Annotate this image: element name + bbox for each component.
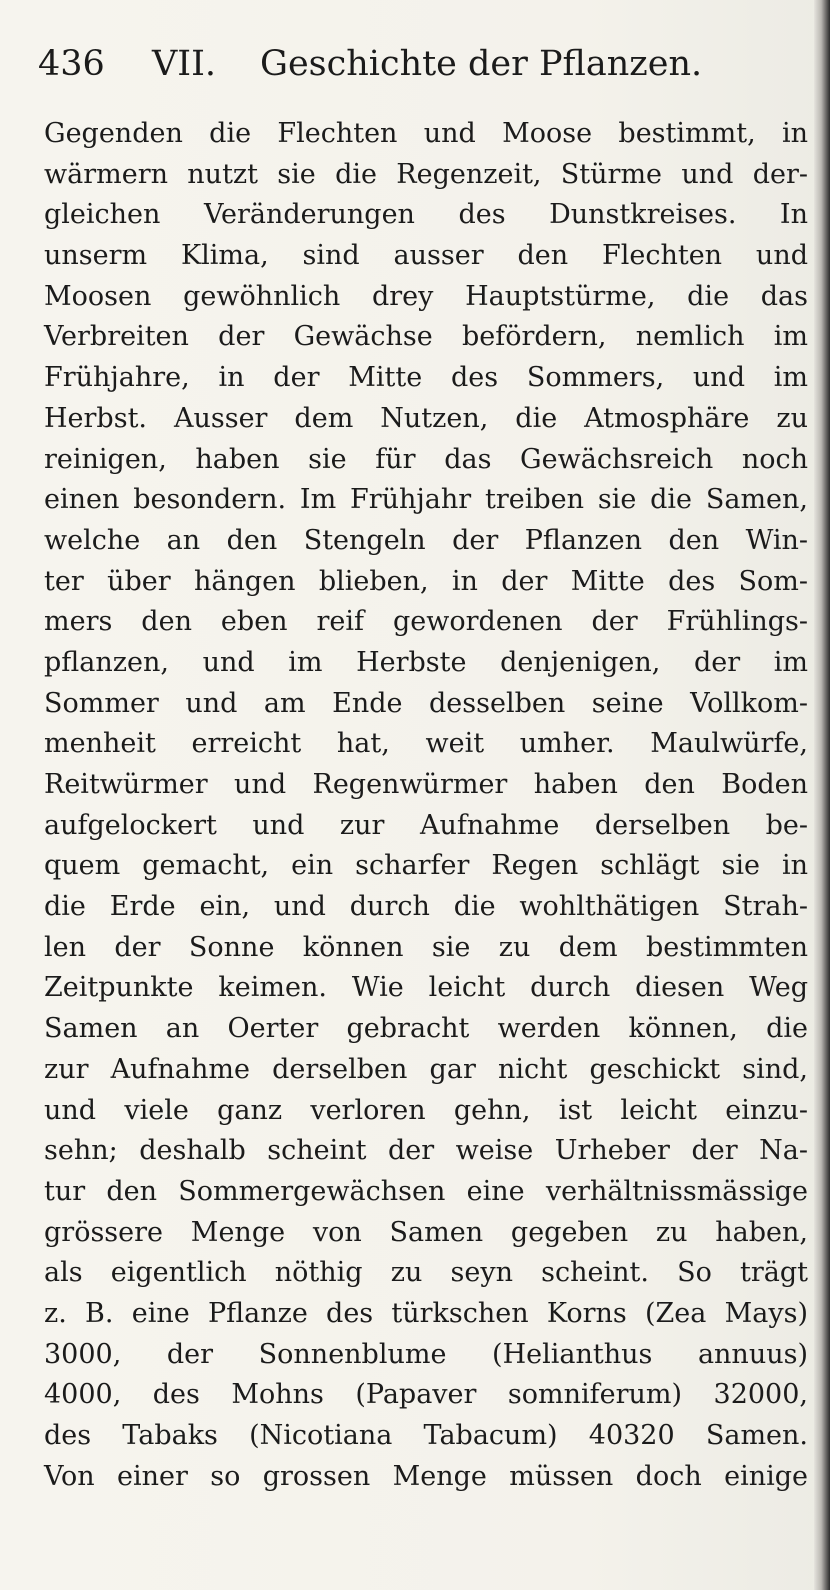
- text-line: aufgelockert und zur Aufnahme derselben be-: [44, 809, 808, 841]
- running-header: [38, 38, 798, 90]
- page-number: 436: [38, 44, 105, 84]
- text-line: pflanzen, und im Herbste denjenigen, der im: [44, 646, 808, 678]
- text-line: Gegenden die Flechten und Moose bestimmt, in: [44, 118, 808, 149]
- body-text: [44, 114, 808, 1497]
- text-line: grössere Menge von Samen gegeben zu haben,: [44, 1216, 808, 1248]
- chapter-number: VII.: [152, 44, 217, 84]
- text-line: 3000, der Sonnenblume (Helianthus annuus): [44, 1338, 808, 1370]
- text-line: Verbreiten der Gewächse befördern, nemlich im: [44, 321, 808, 353]
- text-line: tur den Sommergewächsen eine verhältnissmässige: [44, 1175, 808, 1207]
- text-line: die Erde ein, und durch die wohlthätigen Strah-: [44, 891, 808, 923]
- text-line: als eigentlich nöthig zu seyn scheint. So trägt: [44, 1257, 808, 1289]
- text-line: menheit erreicht hat, weit umher. Maulwürfe,: [44, 728, 808, 760]
- text-line: gleichen Veränderungen des Dunstkreises. In: [44, 199, 808, 231]
- text-line: Samen an Oerter gebracht werden können, die: [44, 1013, 808, 1045]
- text-line: Reitwürmer und Regenwürmer haben den Boden: [44, 769, 808, 800]
- text-line: unserm Klima, sind ausser den Flechten und: [44, 240, 808, 272]
- text-line: und viele ganz verloren gehn, ist leicht einzu-: [44, 1094, 808, 1126]
- text-line: Sommer und am Ende desselben seine Vollkom-: [44, 687, 808, 719]
- text-line: len der Sonne können sie zu dem bestimmten: [44, 931, 808, 963]
- text-line: welche an den Stengeln der Pflanzen den Win-: [44, 524, 808, 556]
- text-line: zur Aufnahme derselben gar nicht geschickt sind,: [44, 1053, 808, 1085]
- text-line: Herbst. Ausser dem Nutzen, die Atmosphäre zu: [44, 402, 808, 434]
- text-line: Von einer so grossen Menge müssen doch einige: [44, 1460, 808, 1492]
- text-line: des Tabaks (Nicotiana Tabacum) 40320 Samen.: [44, 1420, 808, 1451]
- text-line: Frühjahre, in der Mitte des Sommers, und im: [44, 362, 808, 394]
- text-line: einen besondern. Im Frühjahr treiben sie die Samen,: [44, 484, 808, 516]
- text-line: reinigen, haben sie für das Gewächsreich noch: [44, 443, 808, 475]
- page-edge-shadow: [814, 0, 830, 1590]
- text-line: Moosen gewöhnlich drey Hauptstürme, die das: [44, 280, 808, 312]
- text-line: 4000, des Mohns (Papaver somniferum) 32000,: [44, 1379, 808, 1411]
- text-line: wärmern nutzt sie die Regenzeit, Stürme und der-: [44, 158, 808, 190]
- text-line: quem gemacht, ein scharfer Regen schlägt sie in: [44, 850, 808, 882]
- text-line: sehn; deshalb scheint der weise Urheber der Na-: [44, 1135, 808, 1167]
- running-title: Geschichte der Pflanzen.: [260, 44, 703, 84]
- text-line: mers den eben reif gewordenen der Frühlings-: [44, 606, 808, 638]
- text-line: z. B. eine Pflanze des türkschen Korns (Zea Mays): [44, 1297, 808, 1329]
- text-line: ter über hängen blieben, in der Mitte des Som-: [44, 565, 808, 597]
- text-line: Zeitpunkte keimen. Wie leicht durch diesen Weg: [44, 972, 808, 1004]
